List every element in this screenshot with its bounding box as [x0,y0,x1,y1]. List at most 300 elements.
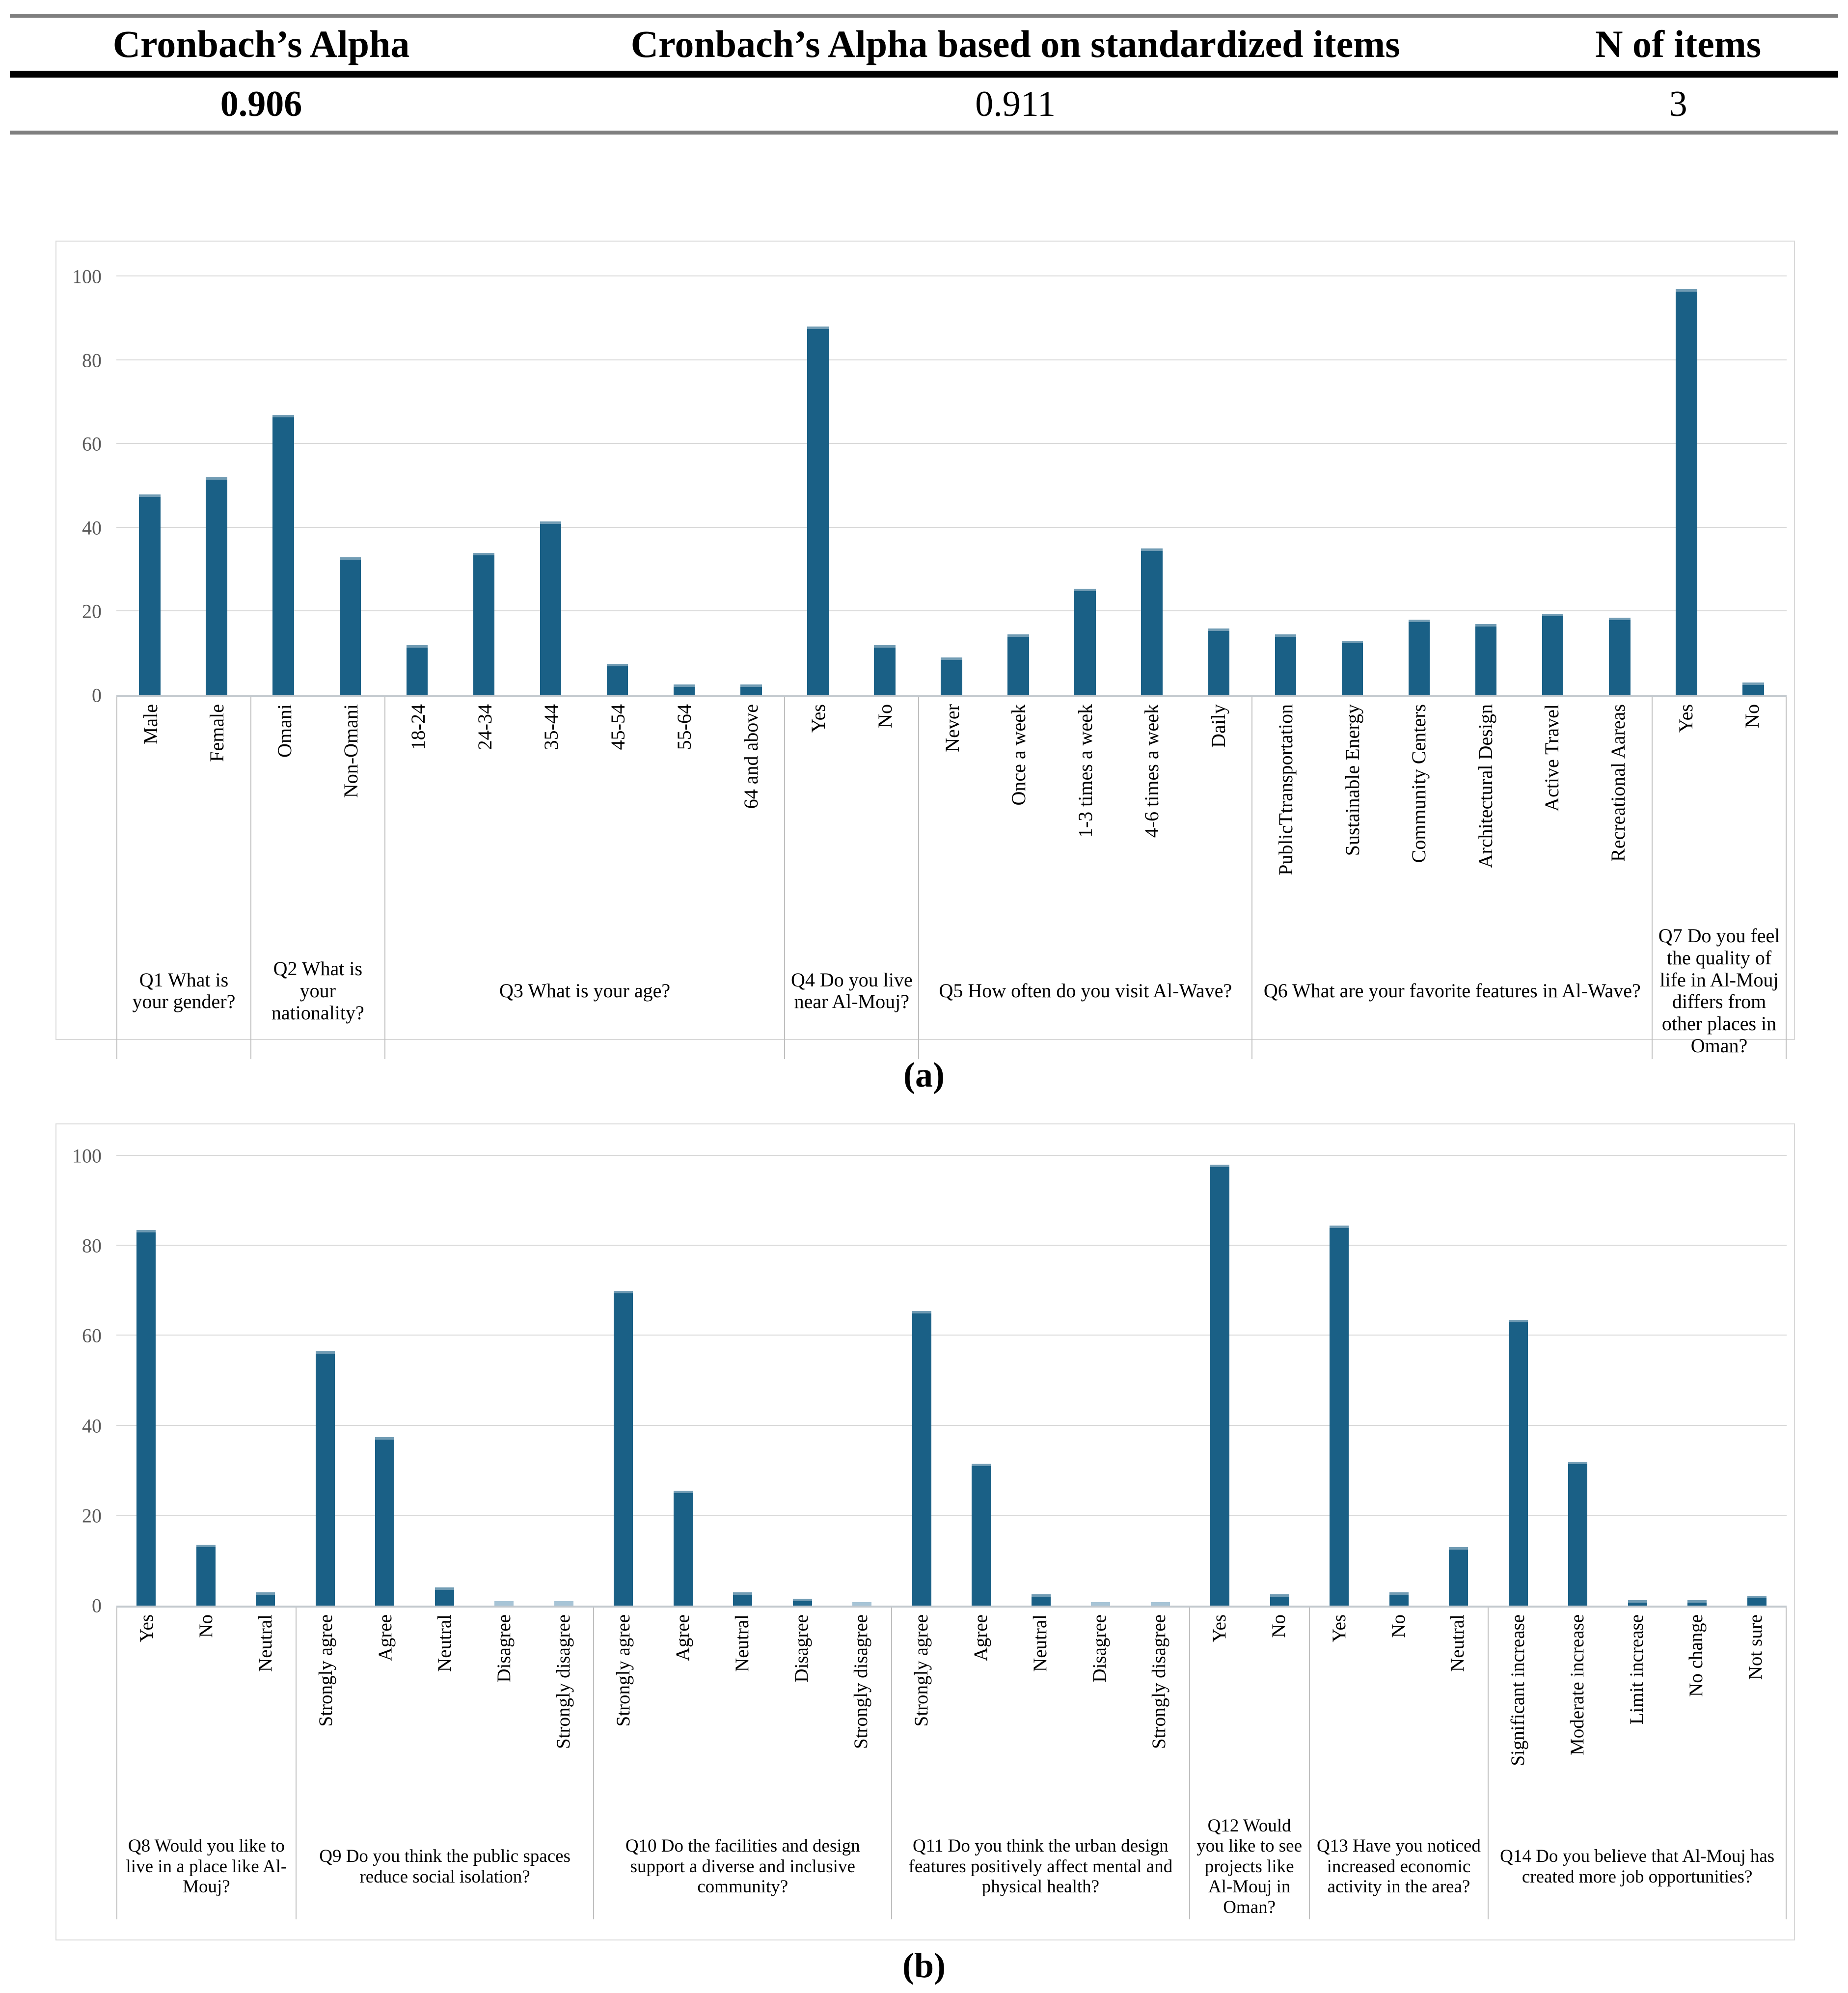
tick-slot [1585,704,1652,862]
value-standardized-alpha: 0.911 [975,83,1056,124]
tick-label: 1-3 times a week [1074,704,1096,838]
y-axis-tick-label: 80 [82,1234,102,1257]
group-question-label: Q10 Do the facilities and design support a diverse and inclusive community? [625,1836,860,1897]
tick-slot [117,704,184,744]
bar [1270,1594,1289,1606]
tick-slot [177,1614,236,1638]
bar [1475,624,1497,695]
bar-slot [1319,276,1386,695]
tick-label: Neutral [732,1614,753,1672]
tick-slot [415,1614,475,1672]
bar [494,1601,514,1606]
tick-slot [1185,704,1251,748]
plot-wrap [116,276,1787,1059]
bar-slot [1369,1156,1429,1606]
y-axis-tick-label: 100 [72,265,102,288]
bar-slot [250,276,317,695]
tick-label-row [892,1608,1189,1814]
group-question-label: Q8 Would you like to live in a place like Al-Mouj? [126,1836,287,1897]
tick-label: Strongly agree [911,1614,932,1727]
tick-slot [1607,1614,1667,1724]
bar [1568,1462,1587,1606]
bar [1210,1165,1229,1606]
question-group-cell [296,1608,594,1919]
tick-label-row [1489,1608,1786,1814]
y-axis-tick-label: 0 [92,684,102,707]
bar-slot [985,276,1052,695]
question-group-cell [918,697,1251,1059]
tick-label-row [251,697,384,923]
tick-label: Disagree [791,1614,813,1683]
y-axis-tick-label: 80 [82,349,102,372]
tick-label: 55-64 [673,704,696,750]
tick-label: Architectural Design [1474,704,1496,869]
bar-slot [176,1156,236,1606]
bar-slot [236,1156,296,1606]
tick-slot [1011,1614,1070,1672]
tick-label-row [1310,1608,1488,1814]
bars-row [116,1156,1787,1606]
bar [1091,1602,1110,1606]
tick-label: Community Centers [1408,704,1430,863]
bar [540,521,562,695]
tick-label: Significant increase [1507,1614,1529,1766]
group-question-label: Q6 What are your favorite features in Al-Wave? [1263,979,1641,1002]
bar [1628,1600,1647,1606]
question-group-cell [593,1608,891,1919]
bars-row [116,276,1787,695]
bar [407,645,428,695]
tick-label: Strongly disagree [552,1614,574,1749]
x-axis-label-band [116,695,1787,1059]
bar [1151,1602,1170,1606]
bar [912,1311,931,1606]
tick-label: No [1387,1614,1409,1638]
bar [554,1601,573,1606]
tick-label: No change [1685,1614,1707,1697]
table-value-row [10,78,1838,131]
bar [941,657,962,695]
tick-label: Strongly disagree [1148,1614,1169,1749]
bar-slot [594,1156,653,1606]
bar-slot [1548,1156,1608,1606]
tick-label: Yes [1208,1614,1230,1642]
tick-slot [1653,704,1719,733]
tick-slot [1369,1614,1428,1638]
tick-label: Active Travel [1540,704,1563,812]
group-question-label: Q5 How often do you visit Al-Wave? [939,979,1232,1002]
bar [1389,1592,1409,1606]
bar-slot [1653,276,1720,695]
table-header-cronbach-alpha: Cronbach’s Alpha [112,23,410,65]
bar-slot [1309,1156,1369,1606]
bar-slot [1667,1156,1727,1606]
bar [740,684,762,695]
bar [1676,289,1697,695]
tick-label: 18-24 [407,704,430,750]
plot-area [116,1156,1787,1606]
bar [435,1587,454,1606]
plot-wrap [116,1156,1787,1919]
bar [674,684,695,695]
bar-group [383,276,784,695]
bar-slot [296,1156,355,1606]
tick-slot [1252,704,1319,875]
bar-slot [773,1156,833,1606]
bar [256,1592,275,1606]
bar [1208,628,1230,695]
bar-group [116,1156,296,1606]
tick-slot [919,704,985,752]
bar [272,415,294,696]
tick-label: No [195,1614,217,1638]
tick-label: No [1268,1614,1289,1638]
group-question-label: Q14 Do you believe that Al-Mouj has created more job opportunities? [1500,1846,1775,1887]
tick-slot [951,1614,1011,1661]
tick-label: Female [206,704,228,762]
y-axis-tick-label: 20 [82,1504,102,1527]
group-question-label: Q13 Have you noticed increased economic activity in the area? [1316,1836,1481,1897]
tick-label: Agree [672,1614,694,1662]
tick-slot [718,704,784,809]
bar-slot [1052,276,1118,695]
tick-slot [518,704,585,750]
bar [139,494,161,695]
tick-label: Strongly disagree [850,1614,872,1749]
tick-slot [1489,1614,1548,1766]
tick-label: Non-Omani [340,704,362,798]
bar [1747,1596,1766,1606]
tick-slot [1667,1614,1726,1697]
tick-slot [356,1614,415,1661]
bar-slot [713,1156,773,1606]
group-question-label: Q9 Do you think the public spaces reduce social isolation? [319,1846,571,1887]
tick-slot [251,704,318,758]
tick-label-row [919,697,1251,923]
y-axis [56,1145,116,1617]
bar [206,477,227,695]
table-header-n-of-items: N of items [1595,23,1762,65]
tick-label: Limit increase [1626,1614,1648,1725]
bar-group [296,1156,594,1606]
group-question-label: Q1 What is your gender? [132,968,236,1013]
tick-slot [1726,1614,1786,1680]
bar [136,1230,156,1606]
bar-chart-b [55,1123,1795,1940]
group-question-label: Q11 Do you think the urban design features positively affect mental and physical health? [908,1836,1173,1897]
bar-slot [1386,276,1453,695]
tick-slot [1190,1614,1250,1642]
tick-label: 45-54 [606,704,629,750]
y-axis-tick-label: 60 [82,1324,102,1347]
bar [473,553,495,695]
tick-slot [652,704,718,750]
y-axis-tick-label: 40 [82,517,102,539]
y-axis-tick-label: 100 [72,1145,102,1167]
group-question-label: Q4 Do you live near Al-Mouj? [790,968,913,1013]
bar-slot [474,1156,534,1606]
tick-slot [1452,704,1519,868]
bar-slot [517,276,584,695]
tick-slot [1070,1614,1130,1683]
bar [674,1491,693,1606]
tick-label: 4-6 times a week [1141,704,1163,838]
tick-slot [1519,704,1585,812]
bar-slot [116,276,183,695]
tick-slot [236,1614,296,1672]
bar [793,1599,812,1606]
bar [1509,1320,1528,1606]
y-axis-tick-label: 0 [92,1594,102,1617]
tick-slot [1250,1614,1309,1638]
bar [1449,1547,1468,1606]
tick-slot [297,1614,356,1727]
question-group-cell [1309,1608,1488,1919]
bar-slot [1520,276,1586,695]
bar-slot [653,1156,713,1606]
bar [1342,641,1363,695]
tick-label: No [873,704,896,728]
bar-chart-a [55,241,1795,1057]
bar-group [1653,276,1787,695]
tick-slot [117,1614,177,1642]
tick-slot [1119,704,1185,838]
tick-slot [585,704,651,750]
tick-slot [852,704,918,728]
bar-slot [1011,1156,1071,1606]
tick-label: Moderate increase [1567,1614,1588,1755]
tick-label-row [385,697,785,923]
caption-b: (b) [902,1946,946,1985]
tick-label: Once a week [1007,704,1030,806]
tick-label: Neutral [254,1614,276,1672]
tick-slot [184,704,250,762]
tick-slot [318,704,384,798]
reliability-table [10,14,1838,135]
tick-label: Yes [1674,704,1697,733]
question-group-cell [116,1608,296,1919]
bar-group [250,276,383,695]
tick-label: Disagree [1088,1614,1110,1683]
bar-group [785,276,918,695]
question-group-cell [1652,697,1787,1059]
tick-slot [1386,704,1452,863]
question-group-cell [116,697,250,1059]
bar-slot [1250,1156,1310,1606]
bar [1409,620,1430,695]
bar-group [1190,1156,1309,1606]
bar-slot [851,276,918,695]
tick-slot [832,1614,891,1749]
tick-label: Yes [136,1614,158,1642]
tick-slot [385,704,452,750]
question-group-cell [784,697,918,1059]
tick-slot [986,704,1052,806]
bar [1742,683,1764,695]
tick-label: 24-34 [473,704,496,750]
bar-slot [355,1156,415,1606]
tick-slot [1548,1614,1607,1755]
y-axis-tick-label: 60 [82,433,102,455]
bar [375,1437,394,1606]
bar [874,645,896,695]
tick-label: Neutral [1029,1614,1051,1672]
tick-label-row [297,1608,594,1814]
bar [1687,1600,1707,1606]
bar [1330,1226,1349,1606]
question-group-cell [1251,697,1652,1059]
table-header-standardized-alpha: Cronbach’s Alpha based on standardized items [630,23,1400,65]
bar-slot [534,1156,594,1606]
tick-label-row [117,697,250,923]
tick-label-row [117,1608,296,1814]
tick-slot [1319,704,1386,856]
bar-slot [1720,276,1787,695]
bar-slot [651,276,718,695]
tick-label: Daily [1207,704,1229,748]
tick-label: Neutral [1447,1614,1468,1672]
tick-label: Recreational Aareas [1607,704,1630,862]
bar [1275,634,1297,695]
bar-slot [584,276,651,695]
tick-label: Never [941,704,963,752]
bar-slot [415,1156,475,1606]
tick-label: PublicTtransportation [1275,704,1297,875]
tick-slot [1052,704,1118,838]
group-question-label: Q2 What is your nationality? [271,957,364,1024]
tick-slot [594,1614,653,1727]
group-question-label: Q12 Would you like to see projects like Al-Mouj in Oman? [1196,1816,1303,1917]
bar-slot [183,276,250,695]
tick-label: Yes [1328,1614,1350,1642]
caption-a: (a) [903,1055,945,1094]
bar [807,327,829,695]
bar-slot [1727,1156,1787,1606]
bar-slot [785,276,851,695]
bar-slot [1608,1156,1668,1606]
tick-slot [452,704,518,750]
bar [340,557,361,695]
bar-slot [116,1156,176,1606]
bar [1007,634,1029,695]
tick-label: Yes [807,704,830,733]
tick-slot [772,1614,832,1683]
tick-label: Not sure [1745,1614,1766,1680]
group-question-label: Q3 What is your age? [499,979,671,1002]
tick-label: Omani [273,704,296,758]
bar-slot [450,276,517,695]
bar [1542,614,1564,695]
tick-label: Agree [374,1614,396,1662]
bar-slot [1190,1156,1250,1606]
bar [852,1602,871,1606]
bar [196,1545,216,1606]
tick-label: Sustainable Energy [1341,704,1363,856]
tick-label-row [1252,697,1652,923]
bar-slot [1185,276,1252,695]
x-axis-label-band [116,1606,1787,1919]
tick-slot [1719,704,1786,728]
question-group-cell [250,697,384,1059]
bar-slot [317,276,383,695]
bar-group [116,276,250,695]
tick-label-row [1190,1608,1309,1814]
tick-label-row [785,697,918,923]
table-header-row [10,18,1838,78]
value-n-of-items: 3 [1669,83,1687,124]
bar [614,1291,633,1606]
bar-slot [718,276,785,695]
y-axis-tick-label: 40 [82,1415,102,1437]
bar-slot [383,276,450,695]
plot-area [116,276,1787,695]
bar-slot [1453,276,1520,695]
tick-label: 35-44 [540,704,563,750]
tick-label: No [1741,704,1764,728]
bar-slot [1586,276,1653,695]
tick-slot [1310,1614,1369,1642]
tick-label: Neutral [434,1614,455,1672]
bar [1032,1594,1051,1606]
tick-label-row [594,1608,891,1814]
tick-label: 64 and above [739,704,762,809]
bar-slot [832,1156,892,1606]
tick-label: Agree [970,1614,992,1662]
question-group-cell [1189,1608,1309,1919]
bar-slot [1071,1156,1131,1606]
tick-label: Strongly agree [613,1614,634,1727]
bar-slot [1118,276,1185,695]
tick-label: Disagree [493,1614,515,1683]
tick-slot [785,704,851,733]
tick-label: Strongly agree [315,1614,336,1727]
y-axis [56,265,116,707]
bar [1141,548,1163,695]
bar [607,664,628,695]
tick-slot [653,1614,713,1661]
bar-group [918,276,1252,695]
bar-slot [951,1156,1011,1606]
bar-slot [1252,276,1319,695]
value-cronbach-alpha: 0.906 [220,83,302,124]
bar-group [594,1156,892,1606]
bar-slot [1131,1156,1191,1606]
y-axis-tick-label: 20 [82,600,102,623]
bar [1074,589,1096,696]
tick-slot [1130,1614,1189,1749]
question-group-cell [384,697,785,1059]
tick-label: Male [139,704,162,745]
bar-slot [1429,1156,1489,1606]
bar [316,1351,335,1606]
tick-label-row [1653,697,1786,923]
group-question-label: Q7 Do you feel the quality of life in Al-Mouj differs from other places in Oman? [1658,925,1780,1057]
tick-slot [892,1614,951,1727]
bar-slot [892,1156,952,1606]
tick-slot [475,1614,534,1683]
bar-slot [918,276,985,695]
bar [1609,618,1631,695]
bar [733,1592,752,1606]
question-group-cell [1488,1608,1787,1919]
bar-group [892,1156,1191,1606]
tick-slot [713,1614,772,1672]
bar-group [1489,1156,1787,1606]
tick-slot [534,1614,593,1749]
question-group-cell [891,1608,1189,1919]
bar-slot [1489,1156,1549,1606]
bar [972,1464,991,1606]
